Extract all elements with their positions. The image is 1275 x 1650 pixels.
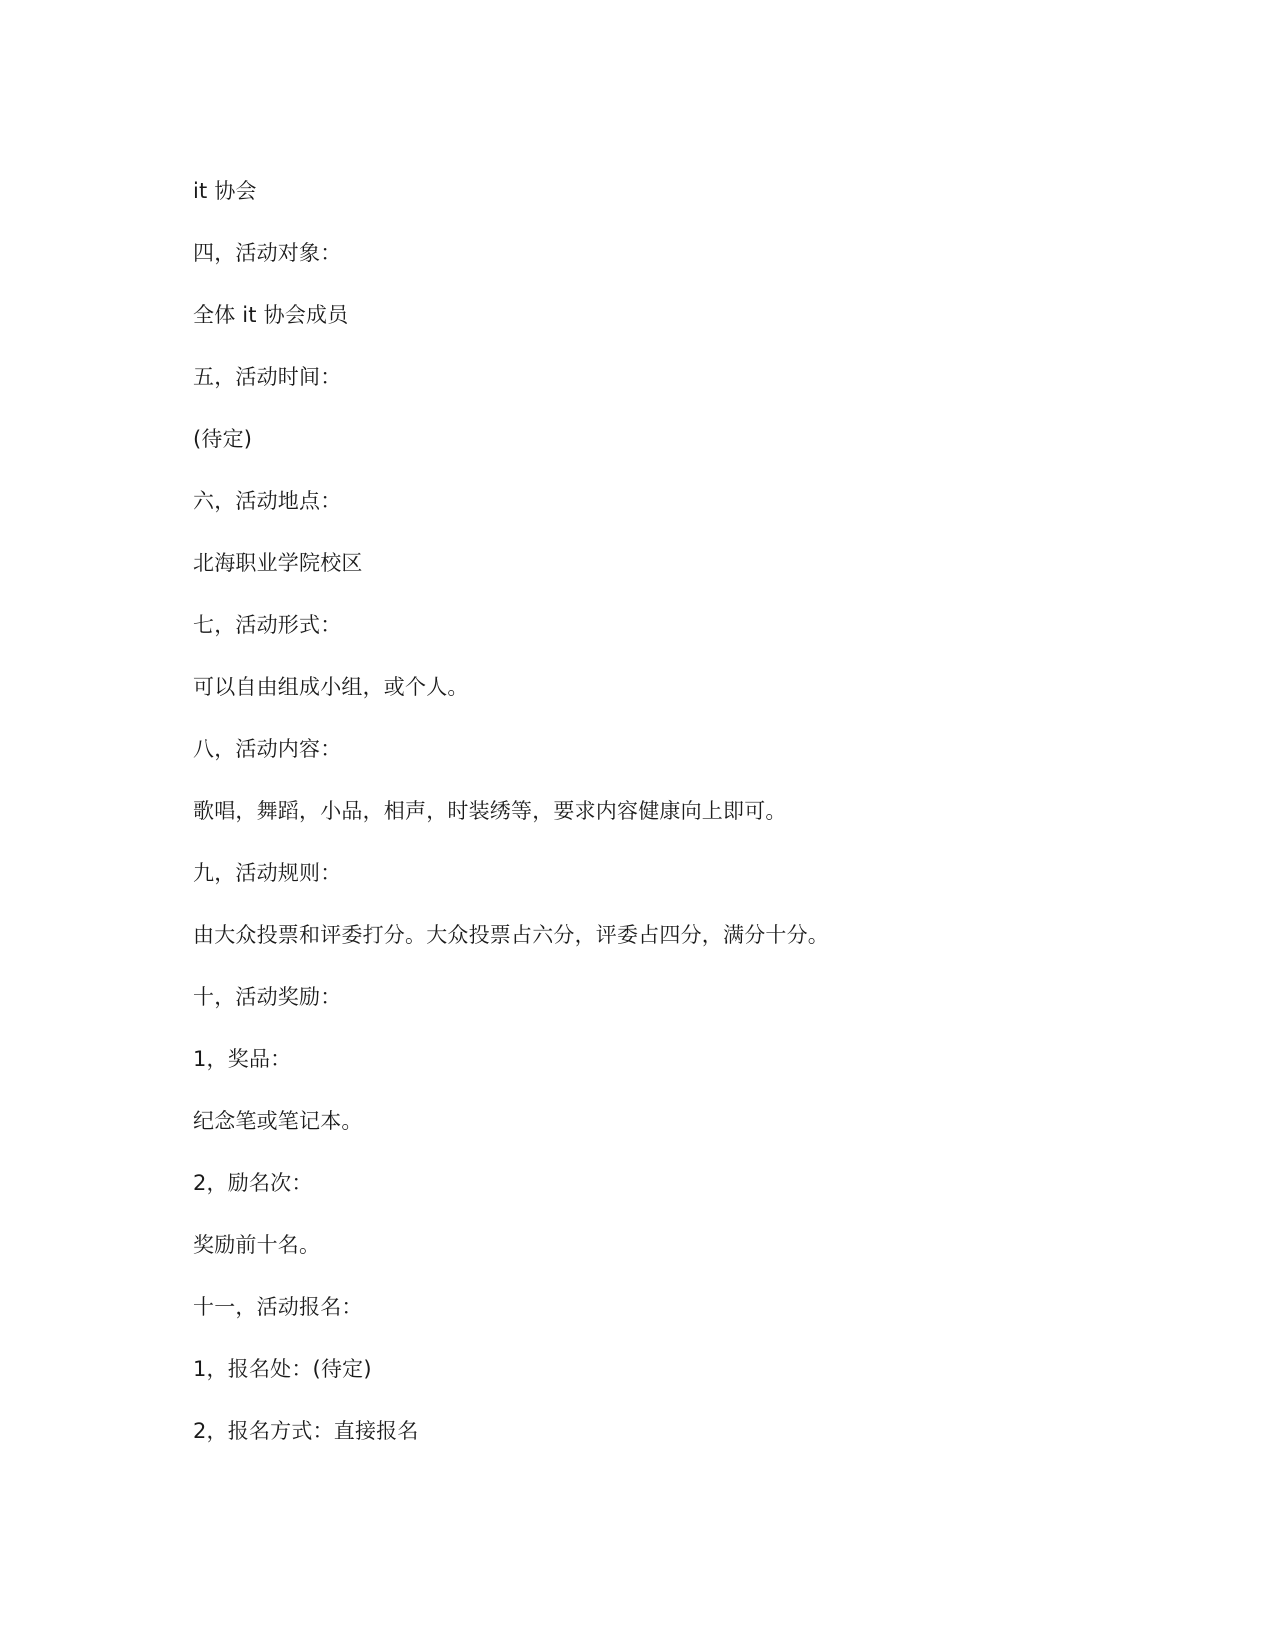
section-heading-time: 五，活动时间： <box>193 365 342 389</box>
time-text: (待定) <box>193 427 253 451</box>
format-text: 可以自由组成小组，或个人。 <box>193 675 469 699</box>
section-heading-rewards: 十，活动奖励： <box>193 985 342 1009</box>
content-text: 歌唱，舞蹈，小品，相声，时装绣等，要求内容健康向上即可。 <box>193 799 787 823</box>
rules-text: 由大众投票和评委打分。大众投票占六分，评委占四分，满分十分。 <box>193 923 829 947</box>
section-heading-registration: 十一，活动报名： <box>193 1295 363 1319</box>
section-heading-content: 八，活动内容： <box>193 737 342 761</box>
section-heading-location: 六，活动地点： <box>193 489 342 513</box>
organizer-text: it 协会 <box>193 179 257 203</box>
subheading-prizes: 1，奖品： <box>193 1047 292 1071</box>
prizes-text: 纪念笔或笔记本。 <box>193 1109 363 1133</box>
registration-location-text: 1，报名处：(待定) <box>193 1357 372 1381</box>
rankings-text: 奖励前十名。 <box>193 1233 321 1257</box>
section-heading-audience: 四，活动对象： <box>193 241 342 265</box>
section-heading-format: 七，活动形式： <box>193 613 342 637</box>
subheading-rankings: 2，励名次： <box>193 1171 313 1195</box>
location-text: 北海职业学院校区 <box>193 551 363 575</box>
audience-text: 全体 it 协会成员 <box>193 303 349 327</box>
section-heading-rules: 九，活动规则： <box>193 861 342 885</box>
registration-method-text: 2，报名方式：直接报名 <box>193 1419 419 1443</box>
document-body <box>193 177 1113 1479</box>
